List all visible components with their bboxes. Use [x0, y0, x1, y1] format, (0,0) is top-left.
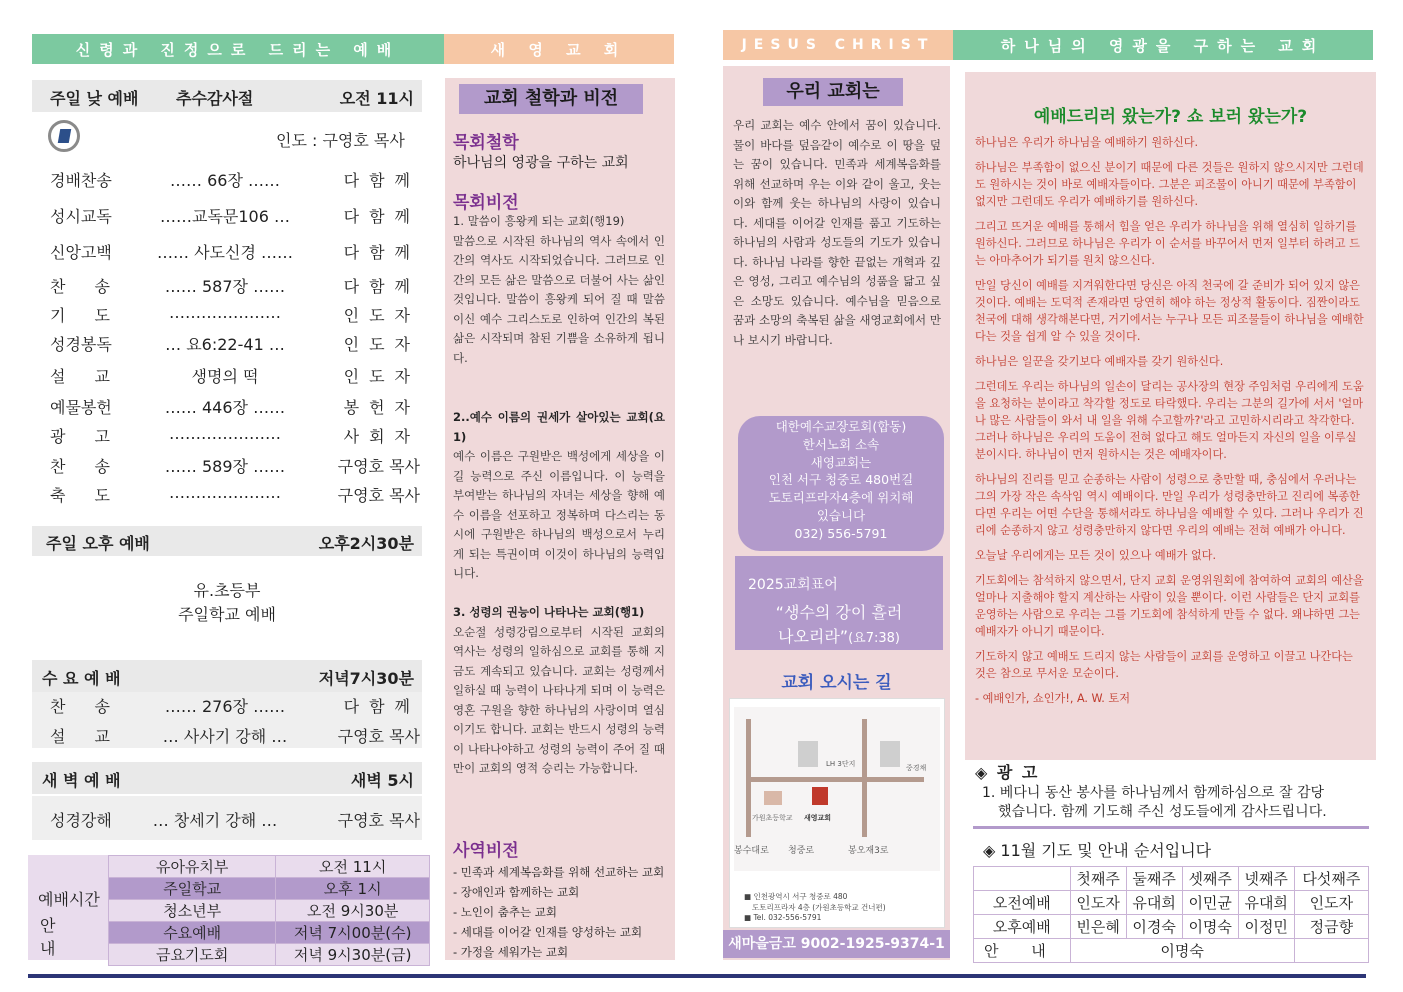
- order-row: [50, 240, 420, 264]
- prayer-cell: 둘째주: [1126, 867, 1182, 891]
- schedule-dept: 주일학교: [109, 878, 276, 900]
- map-road3: 봉오재3로: [848, 846, 889, 856]
- church-title: 우리 교회는: [763, 78, 903, 106]
- vision-2-text: 예수 이름은 구원받은 백성에게 세상을 이길 능력으로 주신 이름입니다. 이 능력을 부여받는 하나님의 자녀는 세상을 향해 예수 이름을 선포하고 정복하며 다스리는 동시에 구원받은 하나님의 백성으로서 누리게 되는 특권이며 이것이 하나님의 능력입니다.: [453, 449, 665, 580]
- prayer-cell: 넷째주: [1238, 867, 1294, 891]
- prayer-cell: 이경숙: [1126, 915, 1182, 939]
- schedule-row: [109, 922, 430, 944]
- order-row: [50, 395, 420, 419]
- essay-paragraph: 그리고 뜨거운 예배를 통해서 힘을 얻은 우리가 하나님을 위해 열심히 일하기를 원하신다. 그러므로 하나님은 우리가 이 순서를 바꾸어서 먼저 일부터 하려고 드는 아마추어가 되기를 원치 않으신다.: [975, 220, 1360, 267]
- road-horizontal: [746, 777, 924, 782]
- prayer-cell: 셋째주: [1182, 867, 1238, 891]
- order-item-name: 찬 송: [50, 697, 122, 716]
- schedule-table: [108, 855, 430, 966]
- sunday-pm-title: 주일 오후 예배: [46, 534, 150, 553]
- notice-head: ◈ 광 고: [975, 763, 1040, 782]
- order-item-who: 사회자: [343, 427, 420, 446]
- vision-3-text: 오순절 성령강림으로부터 시작된 교회의 역사는 성령의 일하심으로 교회를 통해 지금도 계속되고 있습니다. 교회는 성령께서 일하실 때 능력이 나타나게 되며 이 능력은 영혼 구원을 향한 하나님의 사랑이며 열심이기도 합니다. 교회는 반드시 성령의 능력이 나타나야하고 성령의 능력이 주어 질 때만이 교회의 영적 승리는 가능합니다.: [453, 624, 665, 775]
- map-jung: 중경채: [906, 764, 927, 772]
- schedule-dept: 청소년부: [109, 900, 276, 922]
- essay-paragraph: 오늘날 우리에게는 모든 것이 있으나 예배가 없다.: [975, 549, 1217, 562]
- church-info-line: 도토리프라자4층에 위치해: [768, 490, 914, 506]
- prayer-cell: 이명숙: [1070, 939, 1294, 963]
- church-info-line: 한서노회 소속: [802, 436, 880, 452]
- church-info-line: 인천 서구 청중로 480번길: [768, 472, 914, 488]
- schedule-label2: 안 내: [40, 916, 74, 958]
- ministry-item: - 세대를 이어갈 인재를 양성하는 교회: [453, 925, 643, 939]
- church-info-line: 대한예수교장로회(합동): [775, 419, 907, 434]
- order-row: [50, 204, 420, 228]
- map-tel: ■ Tel. 032-556-5791: [744, 913, 822, 922]
- notice-item1: 1. 베다니 동산 봉사를 하나님께서 함께하심으로 잘 감당: [982, 785, 1325, 801]
- order-item-name: 설 교: [50, 367, 122, 386]
- ministry-heading: 사역비전: [453, 841, 519, 861]
- prayer-cell: 인도자: [1070, 891, 1126, 915]
- order-row: [50, 483, 420, 507]
- phil-text: 하나님의 영광을 구하는 교회: [453, 155, 629, 171]
- prayer-cell: 오전예배: [974, 891, 1071, 915]
- prayer-cell: 유대희: [1126, 891, 1182, 915]
- schedule-dept: 수요예배: [109, 922, 276, 944]
- map-addr1: ■ 인천광역시 서구 청중로 480: [744, 892, 848, 901]
- prayer-cell: 이명숙: [1182, 915, 1238, 939]
- notice-divider: [973, 826, 1369, 829]
- motto-ref: (요7:38): [848, 631, 901, 646]
- ministry-list: [453, 862, 664, 962]
- philosophy-title: 교회 철학과 비전: [459, 84, 643, 114]
- order-item-who: 인도자: [343, 306, 420, 325]
- schedule-row: [109, 900, 430, 922]
- ministry-item: - 노인이 춤추는 교회: [453, 905, 557, 919]
- leader-label: 인도 : 구영호 목사: [276, 131, 405, 150]
- prayer-cell: 오후예배: [974, 915, 1071, 939]
- dawn-row: [50, 808, 420, 832]
- schedule-row: [109, 856, 430, 878]
- order-item-who: 다함께: [343, 697, 420, 716]
- order-item-name: 기 도: [50, 306, 122, 325]
- motto-label: 2025교회표어: [748, 577, 838, 593]
- prayer-cell: 유대희: [1238, 891, 1294, 915]
- order-row: [50, 454, 420, 478]
- essay-paragraph: 하나님은 일꾼을 갖기보다 예배자를 갖기 원하신다.: [975, 355, 1224, 368]
- order-item-who: 구영호 목사: [337, 727, 420, 746]
- sunday-pm-header: [32, 526, 422, 556]
- prayer-cell: 인도자: [1294, 891, 1368, 915]
- order-item-detail: …… 사도신경 ……: [157, 243, 293, 262]
- dawn-time: 새벽 5시: [350, 771, 414, 790]
- wednesday-time: 저녁7시30분: [318, 669, 414, 688]
- header-church-name: 새 영 교 회: [444, 34, 674, 64]
- sunday-am-header: [32, 80, 422, 112]
- schedule-label-box: [28, 855, 108, 960]
- order-item-who: 인도자: [343, 335, 420, 354]
- notice-item1b: 했습니다. 함께 기도해 주신 성도들에게 감사드립니다.: [998, 804, 1327, 820]
- church-info-line: 032) 556-5791: [794, 525, 888, 541]
- dawn-title: 새 벽 예 배: [42, 771, 121, 790]
- motto-line2: [735, 624, 943, 647]
- order-item-name: 찬 송: [50, 277, 122, 296]
- prayer-row: [974, 939, 1369, 963]
- prayer-table: [973, 866, 1369, 963]
- order-item-detail: …………………: [169, 303, 281, 322]
- header-glory: 하나님의 영광을 구하는 교회: [953, 30, 1373, 60]
- vision-2: [453, 408, 665, 584]
- prayer-header-row: [974, 867, 1369, 891]
- school-icon: [764, 791, 782, 805]
- schedule-row: [109, 944, 430, 966]
- prayer-head: ◈ 11월 기도 및 안내 순서입니다: [983, 841, 1212, 860]
- motto-line2-text: 나오리라”: [777, 627, 849, 646]
- bottom-rule: [28, 974, 1366, 978]
- vision-heading: 목회비전: [453, 193, 519, 213]
- order-item-name: 신앙고백: [50, 243, 112, 262]
- prayer-cell-empty: [1294, 939, 1368, 963]
- header-worship: 신령과 진정으로 드리는 예배: [32, 34, 444, 64]
- prayer-cell: 첫째주: [1070, 867, 1126, 891]
- directions-title: 교회 오시는 길: [781, 673, 892, 693]
- schedule-time: 오후 1시: [276, 878, 430, 900]
- schedule-time: 저녁 7시00분(수): [276, 922, 430, 944]
- essay-paragraph: - 예배인가, 쇼인가!, A. W. 토저: [975, 692, 1131, 705]
- order-row: [50, 424, 420, 448]
- order-item-detail: 생명의 떡: [191, 367, 259, 386]
- essay-paragraph: 하나님은 부족함이 없으신 분이기 때문에 다른 것들은 원하지 않으시지만 그런데도 원하시는 것이 바로 예배자들이다. 그분은 피조물이 아니기 때문에 부족함이 없지만 그런데도 우리가 예배하기를 원하신다.: [975, 161, 1364, 208]
- order-item-who: 인도자: [343, 367, 420, 386]
- schedule-time: 오전 9시30분: [276, 900, 430, 922]
- map-school: 가원초등학교: [752, 814, 793, 822]
- order-item-detail: … 요6:22-41 …: [165, 335, 285, 354]
- church-text: 우리 교회는 예수 안에서 꿈이 있습니다. 물이 바다를 덮음같이 예수로 이 땅을 덮는 꿈이 있습니다. 민족과 세계복음화를 위해 선교하며 우는 이와 같이 울고, 웃는 이와 함께 웃는 하나님의 사랑이 있습니다. 세대를 이어갈 인재를 품고 기도하는 하나님의 사람과 성도들의 기도가 있습니다. 하나님 나라를 향한 끝없는 개혁과 깊은 영성, 그리고 예수님의 성품을 닮고 싶은 소망도 있습니다. 예수님을 믿음으로 꿈과 소망의 축복된 삶을 새영교회에서 만나 보시기 바랍니다.: [733, 118, 941, 347]
- order-row: [50, 724, 420, 748]
- sunday-am-sub: 추수감사절: [176, 89, 254, 108]
- sunday-am-time: 오전 11시: [339, 89, 414, 108]
- pm-line1: 유.초등부: [193, 581, 261, 600]
- schedule-label1: 예배시간: [38, 890, 100, 909]
- pm-line2: 주일학교 예배: [178, 605, 276, 624]
- essay-body: [975, 134, 1367, 715]
- wednesday-header: [32, 660, 422, 692]
- order-item-detail: …… 589장 ……: [164, 457, 286, 476]
- church-icon: [812, 787, 828, 805]
- sunday-pm-time: 오후2시30분: [318, 534, 414, 553]
- schedule-time: 오전 11시: [276, 856, 430, 878]
- prayer-cell: 안 내: [974, 939, 1071, 963]
- order-item-detail: ……교독문106 …: [160, 207, 290, 226]
- dawn-header: [32, 762, 422, 794]
- church-logo-icon: [48, 120, 80, 152]
- prayer-cell: 빈은혜: [1070, 915, 1126, 939]
- essay-paragraph: 기도하지 않고 예배도 드리지 않는 사람들이 교회를 운영하고 이끌고 나간다는 것은 참으로 무서운 모순이다.: [975, 650, 1353, 680]
- order-item-detail: …………………: [169, 424, 281, 443]
- order-item-who: 다함께: [343, 207, 420, 226]
- order-item-who: 구영호 목사: [337, 486, 420, 505]
- essay-paragraph: 만일 당신이 예배를 지겨워한다면 당신은 아직 천국에 갈 준비가 되어 있지 않은 것이다. 예배는 도덕적 존재라면 당연히 해야 하는 정상적 활동이다. 짐짠이라도 천국에 대해 생각해본다면, 거기에서는 누구나 모든 피조물들이 하나님을 예배한다는 것을 쉽게 알 수 있을 것이다.: [975, 279, 1364, 343]
- essay-paragraph: 하나님은 우리가 하나님을 예배하기 원하신다.: [975, 136, 1199, 149]
- vision-1-head: 1. 말씀이 흥왕케 되는 교회(행19): [453, 214, 625, 228]
- order-item-who: 다함께: [343, 243, 420, 262]
- wednesday-title: 수 요 예 배: [42, 669, 121, 688]
- prayer-cell: 다섯째주: [1294, 867, 1368, 891]
- order-item-name: 광 고: [50, 427, 122, 446]
- sunday-am-title: 주일 낮 예배: [50, 89, 139, 108]
- church-info-line: 있습니다: [816, 507, 866, 523]
- ministry-item: - 가정을 세워가는 교회: [453, 945, 569, 959]
- header-jesus-christ: JESUS CHRIST: [723, 30, 953, 60]
- order-item-detail: … 사사기 강해 …: [162, 727, 288, 746]
- schedule-dept: 유아유치부: [109, 856, 276, 878]
- schedule-time: 저녁 9시30분(금): [276, 944, 430, 966]
- schedule-row: [109, 878, 430, 900]
- map-road1: 봉수대로: [734, 846, 769, 856]
- prayer-cell: [974, 867, 1071, 891]
- order-row: [50, 694, 420, 718]
- bank-account: 새마을금고 9002-1925-9374-1: [723, 930, 950, 958]
- map-road2: 청중로: [788, 846, 815, 856]
- building-jung-icon: [880, 741, 900, 767]
- order-row: [50, 274, 420, 298]
- order-item-name: 축 도: [50, 486, 122, 505]
- order-row: [50, 364, 420, 388]
- dawn-item-name: 성경강해: [50, 811, 112, 830]
- motto-line1: “생수의 강이 흘러: [775, 603, 903, 622]
- order-item-who: 다함께: [343, 171, 420, 190]
- vision-3-head: 3. 성령의 권능이 나타나는 교회(행1): [453, 605, 645, 619]
- church-info: [738, 418, 944, 543]
- church-map: [729, 698, 945, 928]
- order-item-name: 성경봉독: [50, 335, 112, 354]
- order-item-detail: …… 446장 ……: [164, 398, 286, 417]
- phil-heading: 목회철학: [453, 133, 519, 153]
- map-church: 새영교회: [804, 814, 832, 822]
- order-item-name: 찬 송: [50, 457, 122, 476]
- essay-paragraph: 하나님의 진리를 믿고 순종하는 사람이 성령으로 충만할 때, 충심에서 우러나는 그의 가장 작은 속삭임 역시 예배이다. 만일 우리가 성령충만하고 진리에 복종한다면 우리는 어떤 수단을 통해서라도 하나님을 예배할 수 있다. 그러나 우리가 진리에 순종하지 않고 성령충만하지 않다면 우리의 예배는 전혀 예배가 아니다.: [975, 473, 1364, 537]
- prayer-cell: 이정민: [1238, 915, 1294, 939]
- map-addr2: 도토리프라자 4층 (가원초등학교 건너편): [752, 903, 886, 912]
- map-lh: LH 3단지: [826, 760, 856, 768]
- order-item-detail: …… 66장 ……: [170, 171, 280, 190]
- building-lh-icon: [798, 741, 818, 767]
- vision-1-text: 말씀으로 시작된 하나님의 역사 속에서 인간의 역사도 시작되었습니다. 그러므로 인간의 모든 삶은 말씀으로 더불어 사는 삶인 것입니다. 말씀이 흥왕케 되어 질 때 말씀이신 예수 그리스도로 인하여 인간의 복된 삶은 시작되며 참된 기쁨을 소유하게 됩니다.: [453, 233, 665, 365]
- vision-2-head: 2..예수 이름의 권세가 살아있는 교회(요1): [453, 410, 665, 444]
- ministry-item: - 민족과 세계복음화를 위해 선교하는 교회: [453, 865, 665, 879]
- prayer-row: [974, 915, 1369, 939]
- order-item-name: 경배찬송: [50, 171, 112, 190]
- prayer-row: [974, 891, 1369, 915]
- church-info-line: 새영교회는: [810, 454, 872, 470]
- order-item-who: 구영호 목사: [337, 457, 420, 476]
- dawn-item-mid: … 창세기 강해 …: [152, 811, 278, 830]
- order-item-detail: …… 276장 ……: [164, 697, 286, 716]
- order-row: [50, 303, 420, 327]
- dawn-item-who: 구영호 목사: [337, 811, 420, 830]
- essay-paragraph: 그런데도 우리는 하나님의 일손이 달리는 공사장의 현장 주임처럼 우리에게 도움을 요청하는 분이라고 착각할 정도로 타락했다. 우리는 그분의 길가에 서서 '얼마나 많은 사람들이 와서 내 일을 위해 수고할까?'라고 고민하시리라고 착각한다. 그러나 하나님은 우리의 도움이 전혀 없다고 해도 얼마든지 자신의 일을 이루실 분이시다. 하나님이 먼저 원하시는 것은 예배자이다.: [975, 380, 1364, 461]
- ministry-item: - 장애인과 함께하는 교회: [453, 885, 580, 899]
- vision-1: [453, 212, 665, 368]
- essay-title: 예배드리러 왔는가? 쇼 보러 왔는가?: [1033, 107, 1308, 127]
- order-item-name: 예물봉헌: [50, 398, 112, 417]
- order-item-detail: …………………: [169, 483, 281, 502]
- order-item-who: 봉헌자: [343, 398, 420, 417]
- prayer-cell: 이민균: [1182, 891, 1238, 915]
- order-item-name: 설 교: [50, 727, 122, 746]
- order-row: [50, 332, 420, 356]
- order-item-name: 성시교독: [50, 207, 112, 226]
- vision-3: [453, 603, 665, 779]
- essay-paragraph: 기도회에는 참석하지 않으면서, 단지 교회 운영위원회에 참여하여 교회의 예산을 얼마나 지출해야 할지 계산하는 사람이 있을 뿐이다. 이런 사람들은 단지 교회를 운영하는 사람으로 우리는 그를 기도회에 참석하게 만들 수 없다. 왜냐하면 그는 예배자가 아니기 때문이다.: [975, 574, 1364, 638]
- order-item-detail: …… 587장 ……: [164, 277, 286, 296]
- order-row: [50, 168, 420, 192]
- order-item-who: 다함께: [343, 277, 420, 296]
- prayer-cell: 정금향: [1294, 915, 1368, 939]
- schedule-dept: 금요기도회: [109, 944, 276, 966]
